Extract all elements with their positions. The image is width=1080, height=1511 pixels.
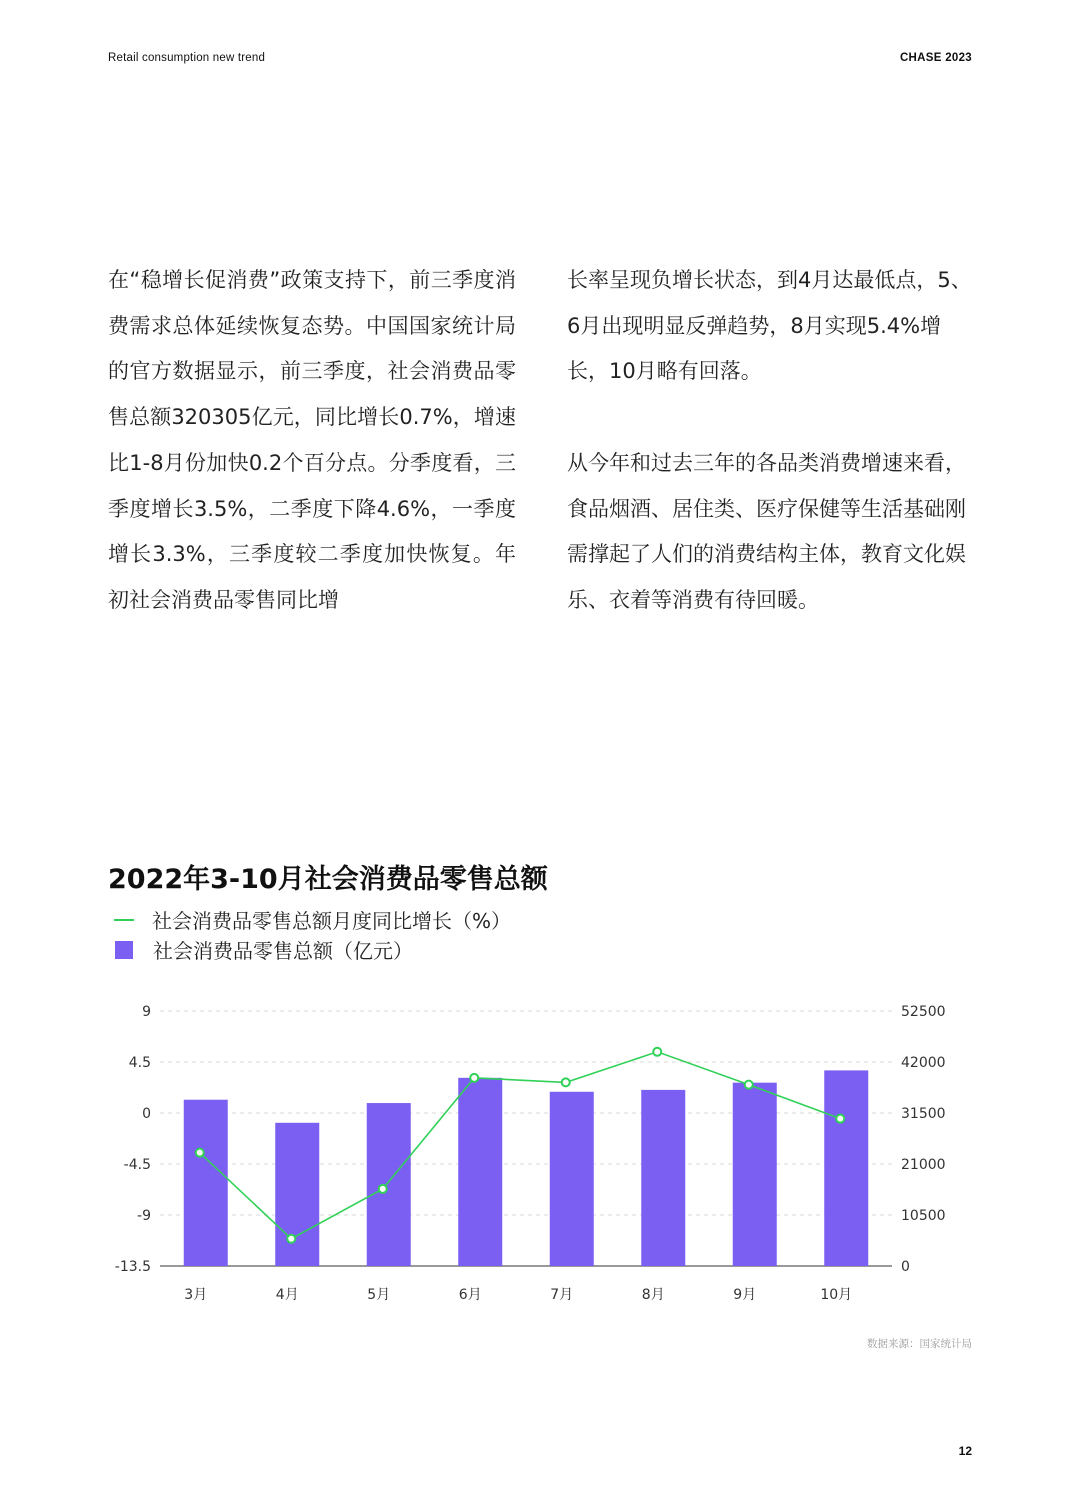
header-left: Retail consumption new trend [108,52,266,64]
y-right-tick-label: 52500 [901,1004,946,1020]
legend-line-swatch [114,919,134,921]
y-right-tick-label: 0 [901,1259,910,1275]
growth-point [562,1078,570,1086]
legend-bar-swatch [115,941,133,959]
x-tick-label: 7月 [550,1287,574,1303]
bar [733,1083,777,1266]
y-left-tick-label: 4.5 [128,1055,151,1071]
legend-line-entry [114,905,511,934]
bar [184,1100,228,1266]
growth-point [196,1149,204,1157]
legend-line-label: 社会消费品零售总额月度同比增长（%） [152,909,512,933]
body-column-left [108,258,516,624]
bar [641,1090,685,1266]
y-left-tick-label: -13.5 [114,1259,151,1275]
y-left-tick-label: 0 [142,1106,151,1122]
body-paragraph-right-1: 长率呈现负增长状态，到4月达最低点，5、6月出现明显反弹趋势，8月实现5.4%增长，10月略有回落。 [567,268,972,384]
y-right-tick-label: 31500 [901,1106,946,1122]
header-right: CHASE 2023 [899,52,972,64]
bar [275,1123,319,1266]
growth-point [653,1048,661,1056]
x-tick-label: 9月 [733,1287,757,1303]
bar [367,1103,411,1266]
bar [824,1070,868,1266]
x-tick-label: 8月 [641,1287,665,1303]
growth-point [745,1081,753,1089]
legend-bar-entry [114,935,413,964]
data-source: 数据来源：国家统计局 [867,1338,972,1350]
bar [550,1092,594,1266]
growth-point [836,1115,844,1123]
y-right-tick-label: 21000 [901,1157,946,1173]
page-number: 12 [958,1444,972,1458]
y-right-tick-label: 42000 [901,1055,946,1071]
x-tick-label: 3月 [184,1287,208,1303]
legend-bar-label: 社会消费品零售总额（亿元） [153,939,413,963]
bar [458,1078,502,1266]
x-tick-label: 5月 [367,1287,391,1303]
growth-point [287,1235,295,1243]
body-paragraph-left: 在“稳增长促消费”政策支持下，前三季度消费需求总体延续恢复态势。中国国家统计局的官方数据显示，前三季度，社会消费品零售总额320305亿元，同比增长0.7%，增速比1-8月份加快0.2个百分点。分季度看，三季度增长3.5%，二季度下降4.6%，一季度增长3.3%，三季度较二季度加快恢复。年初社会消费品零售同比增 [108,268,516,612]
body-paragraph-right-2: 从今年和过去三年的各品类消费增速来看，食品烟酒、居住类、医疗保健等生活基础刚需撑起了人们的消费结构主体，教育文化娱乐、衣着等消费有待回暖。 [567,450,966,612]
x-tick-label: 4月 [275,1287,299,1303]
growth-point [470,1074,478,1082]
x-tick-label: 6月 [458,1287,482,1303]
body-column-right [567,258,973,624]
y-left-tick-label: -9 [137,1208,151,1224]
y-right-tick-label: 10500 [901,1208,946,1224]
chart-title: 2022年3-10月社会消费品零售总额 [108,864,548,895]
retail-sales-chart [0,990,1080,1320]
growth-point [379,1185,387,1193]
y-left-tick-label: -4.5 [123,1157,151,1173]
x-tick-label: 10月 [820,1287,853,1303]
y-left-tick-label: 9 [142,1004,151,1020]
